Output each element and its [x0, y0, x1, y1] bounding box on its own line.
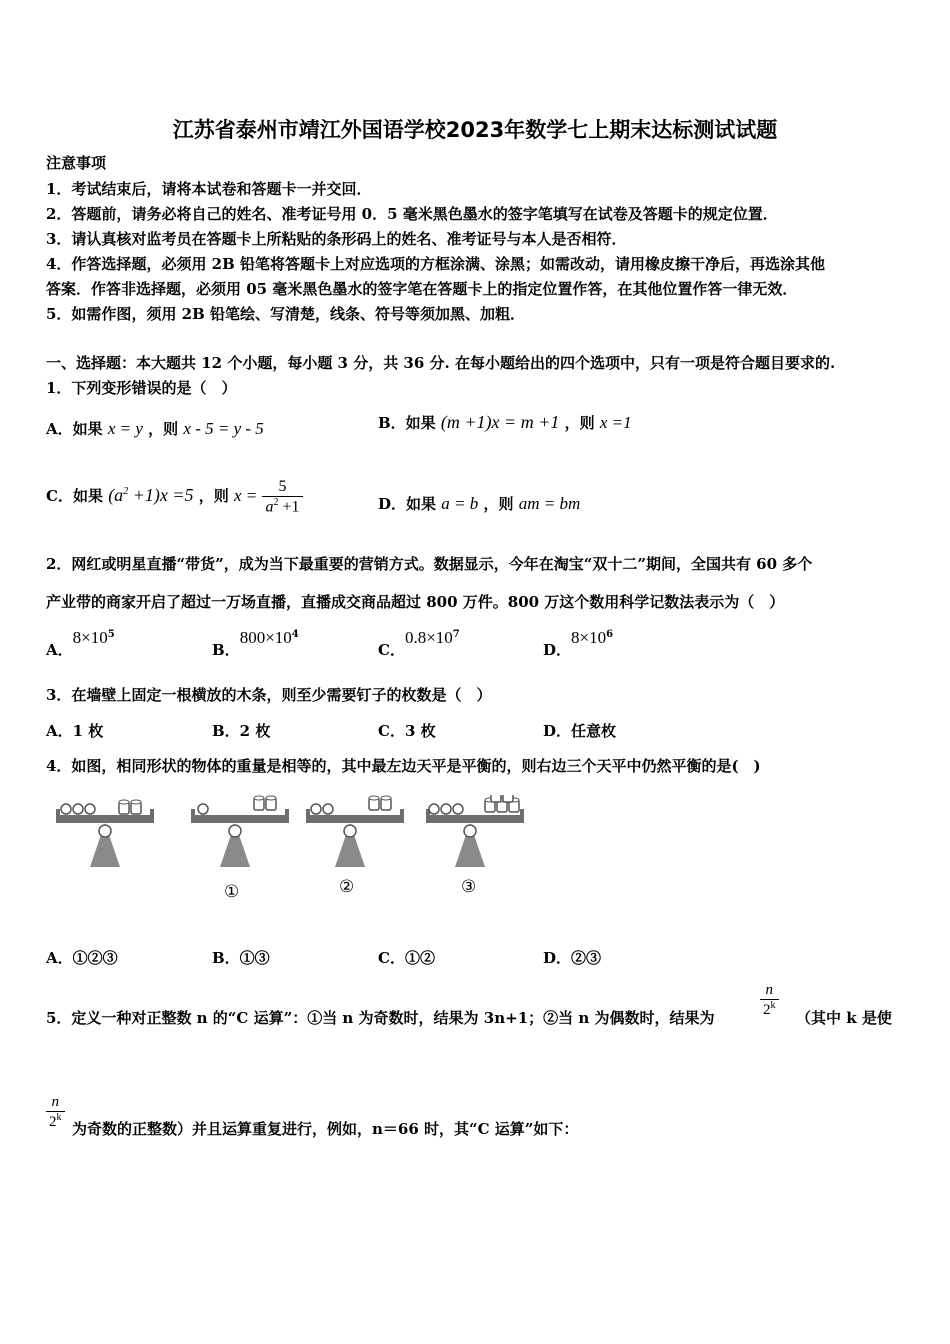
balance-scale-1: [191, 796, 289, 867]
q2-c-value: 0.8×10: [404, 628, 453, 647]
q1-c-then: ，则: [198, 487, 229, 506]
q1-a-cond: x = y: [107, 419, 143, 438]
question-2-line-2: 产业带的商家开启了超过一万场直播，直播成交商品超过 800 万件。800 万这个数用科学记数法表示为（ ）: [46, 593, 785, 611]
q2-a-exp: 5: [107, 629, 115, 640]
notice-item: 2．答题前，请务必将自己的姓名、准考证号用 0．5 毫米黑色墨水的签字笔填写在试卷及答题卡的规定位置．: [46, 205, 778, 223]
q1-c-fraction-den: a: [265, 498, 274, 516]
balance-scale-2: [306, 796, 404, 867]
q2-option-b: [212, 627, 299, 659]
q2-option-c: [378, 627, 460, 659]
q2-a-label: A．: [46, 641, 73, 659]
q1-c-cond-part: (a: [108, 485, 124, 506]
question-1-stem: 1．下列变形错误的是（ ）: [46, 379, 237, 397]
q5-fraction-1-exp: k: [770, 1000, 776, 1011]
q1-c-fraction: [262, 478, 302, 516]
q1-c-fraction-tail: +1: [278, 498, 300, 516]
q4-option-b: B．①③: [212, 949, 270, 967]
q1-d-cond: a = b: [441, 494, 479, 513]
q1-c-fraction-num: 5: [262, 478, 302, 497]
question-5-line-1: 5．定义一种对正整数 n 的“C 运算”：①当 n 为奇数时，结果为 3n+1；②当 n 为偶数时，结果为: [46, 1009, 715, 1027]
q2-b-exp: 4: [291, 629, 299, 640]
q2-b-value: 800×10: [239, 628, 292, 647]
notice-item: 3．请认真核对监考员在答题卡上所粘贴的条形码上的姓名、准考证号与本人是否相符．: [46, 230, 627, 248]
q4-option-c: C．①②: [378, 949, 435, 967]
q2-d-label: D．: [543, 641, 572, 659]
question-3-stem: 3．在墙壁上固定一根横放的木条，则至少需要钉子的枚数是（ ）: [46, 686, 492, 704]
q1-b-result: x =1: [599, 413, 632, 432]
q5-fraction-2-den: 2: [49, 1114, 57, 1130]
q4-option-d: D．②③: [543, 949, 602, 967]
q1-a-then: ，则: [148, 420, 179, 438]
question-5-line-2: 为奇数的正整数）并且运算重复进行，例如，n＝66 时，其“C 运算”如下：: [72, 1120, 579, 1138]
section-heading: 一、选择题：本大题共 12 个小题，每小题 3 分，共 36 分. 在每小题给出的四个选项中，只有一项是符合题目要求的.: [46, 354, 836, 372]
q1-option-a: [46, 418, 264, 439]
q3-option-d: D．任意枚: [543, 722, 617, 740]
q1-option-b: [378, 412, 632, 433]
page-title: 江苏省泰州市靖江外国语学校2023年数学七上期末达标测试试题: [172, 118, 778, 142]
question-2-line-1: 2．网红或明星直播“带货”，成为当下最重要的营销方式。数据显示，今年在淘宝“双十二”期间，全国共有 60 多个: [46, 555, 813, 573]
q2-d-value: 8×10: [571, 628, 607, 647]
q1-option-c: [46, 478, 303, 516]
q1-option-d: [378, 493, 580, 514]
q1-b-label: B．如果: [378, 414, 436, 432]
q1-c-cond-tail: +1)x =5: [128, 485, 194, 506]
balance-scale-3: [426, 795, 524, 867]
figure-label-2: ②: [339, 877, 355, 897]
q1-b-cond: (m +1)x = m +1: [440, 412, 560, 432]
q5-fraction-2-num: n: [46, 1094, 65, 1112]
balance-scale-reference: [56, 800, 154, 867]
q2-option-d: [543, 627, 614, 659]
question-4-stem: 4．如图，相同形状的物体的重量是相等的，其中最左边天平是平衡的，则右边三个天平中仍然平衡的是( ): [46, 757, 761, 775]
notice-heading: 注意事项: [46, 154, 107, 172]
notice-item: 答案．作答非选择题，必须用 05 毫米黑色墨水的签字笔在答题卡上的指定位置作答，在其他位置作答一律无效．: [46, 280, 798, 298]
q5-fraction-2-exp: k: [56, 1112, 62, 1123]
q1-c-lhs: x =: [233, 486, 258, 506]
balance-figure: [52, 795, 532, 905]
q5-fraction-2: [46, 1094, 65, 1131]
q2-c-label: C．: [378, 641, 405, 659]
question-5-line-1-tail: （其中 k 是使: [796, 1009, 892, 1027]
notice-item: 5．如需作图，须用 2B 铅笔绘、写清楚，线条、符号等须加黑、加粗．: [46, 305, 525, 323]
q3-option-b: B．2 枚: [212, 722, 271, 740]
q1-a-result: x - 5 = y - 5: [183, 419, 264, 438]
q2-c-exp: 7: [452, 629, 460, 640]
q4-option-a: A．①②③: [46, 949, 118, 967]
q5-fraction-1: [760, 982, 779, 1019]
q5-fraction-1-num: n: [760, 982, 779, 1000]
q2-b-label: B．: [212, 641, 240, 659]
q1-c-fraction-exp: 2: [273, 497, 279, 508]
q3-option-a: A．1 枚: [46, 722, 104, 740]
q1-c-cond-exp: 2: [123, 486, 129, 498]
notice-item: 1．考试结束后，请将本试卷和答题卡一并交回．: [46, 180, 372, 198]
q1-c-label: C．如果: [46, 487, 103, 506]
figure-label-1: ①: [224, 882, 240, 902]
q1-d-then: ，则: [483, 495, 514, 513]
notice-item: 4．作答选择题，必须用 2B 铅笔将答题卡上对应选项的方框涂满、涂黑；如需改动，请用橡皮擦干净后，再选涂其他: [46, 255, 826, 273]
q2-d-exp: 6: [606, 629, 614, 640]
q2-a-value: 8×10: [72, 628, 108, 647]
q1-d-label: D．如果: [378, 495, 437, 513]
q2-option-a: [46, 627, 115, 659]
q3-option-c: C．3 枚: [378, 722, 436, 740]
q5-fraction-1-den: 2: [763, 1002, 771, 1018]
q1-b-then: ，则: [564, 414, 595, 432]
q1-d-result: am = bm: [518, 494, 581, 513]
figure-label-3: ③: [461, 877, 477, 897]
q1-a-label: A．如果: [46, 420, 103, 438]
